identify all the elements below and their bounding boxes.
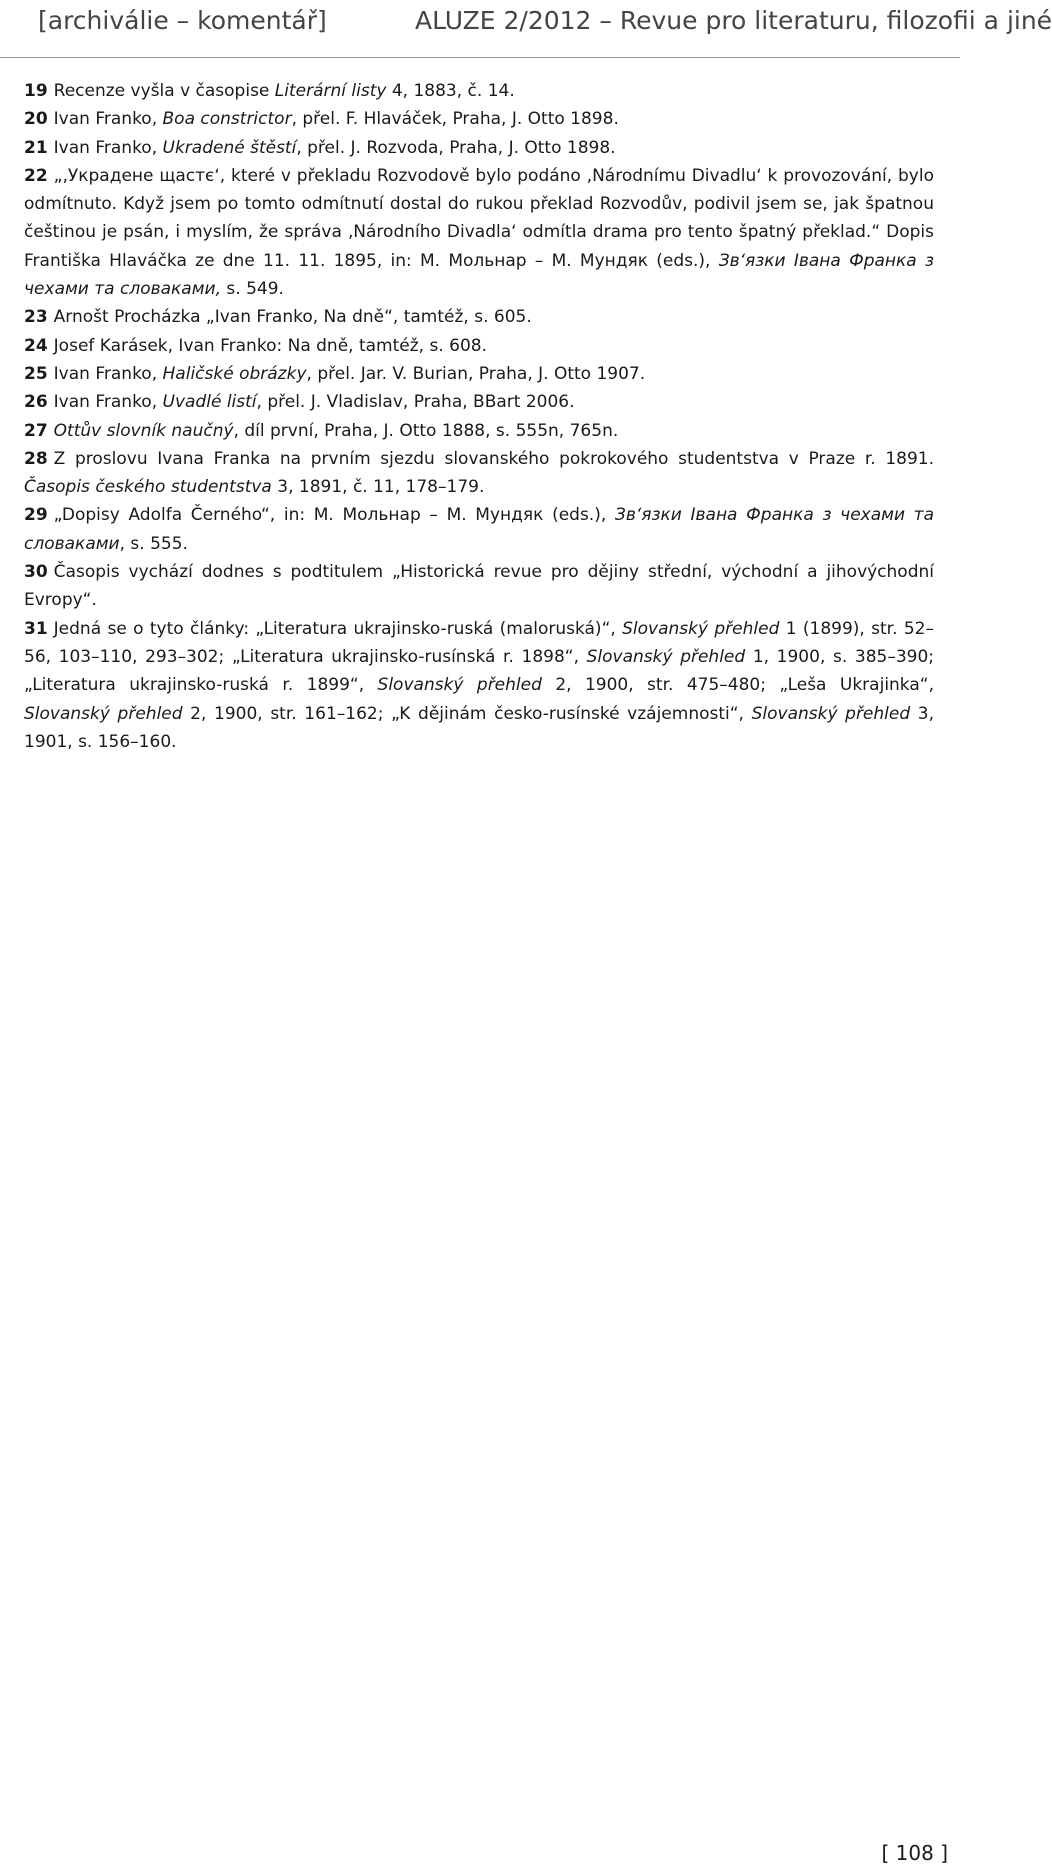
endnote-text: Ivan Franko,: [53, 392, 163, 413]
endnote-text: , přel. J. Rozvoda, Praha, J. Otto 1898.: [296, 137, 616, 158]
endnote: [24, 388, 934, 416]
endnote-number: 20: [24, 109, 48, 130]
endnote-italic-text: Slovanský přehled: [586, 646, 746, 667]
endnote-text: „Dopisy Adolfa Černého“, in: М. Мольнар – М. Мундяк (eds.),: [53, 505, 615, 526]
endnote-text: 1 (1899), str. 52–56, 103–110, 293–302; „Literatura ukrajinsko-rusínská r. 1898“,: [24, 618, 934, 667]
page-number: [ 108 ]: [881, 1841, 948, 1865]
header-section-label: [archiválie – komentář]: [38, 6, 327, 35]
endnote-italic-text: Зв‘язки Івана Франка з чехами та словаками: [24, 505, 934, 554]
endnote-number: 31: [24, 618, 48, 639]
endnote-number: 22: [24, 165, 48, 186]
endnote: [24, 332, 934, 360]
endnote-text: 4, 1883, č. 14.: [386, 81, 515, 101]
endnote-text: , díl první, Praha, J. Otto 1888, s. 555n, 765n.: [233, 420, 619, 441]
endnote-italic-text: Slovanský přehled: [751, 703, 911, 724]
endnote-text: , s. 555.: [119, 533, 188, 554]
endnote-italic-text: Slovanský přehled: [622, 618, 780, 639]
endnote-text: Z proslovu Ivana Franka na prvním sjezdu slovanského pokrokového studentstva v Praze r. 1891.: [53, 448, 934, 469]
endnote-italic-text: Literární listy: [274, 81, 387, 101]
endnote-number: 21: [24, 137, 48, 158]
endnote-italic-text: Ottův slovník naučný: [53, 420, 234, 441]
endnote-text: 2, 1900, str. 475–480; „Leša Ukrajinka“,: [541, 675, 934, 696]
endnote-text: Jedná se o tyto články: „Literatura ukrajinsko-ruská (maloruská)“,: [53, 618, 623, 639]
endnote: [24, 501, 934, 558]
endnote: [24, 77, 934, 105]
endnote-italic-text: Časopis českého studentstva: [24, 477, 272, 498]
endnote-number: 19: [24, 81, 48, 101]
endnote: [24, 134, 934, 162]
endnote-number: 23: [24, 307, 48, 328]
endnote-text: s. 549.: [221, 279, 284, 300]
endnote-text: 2, 1900, str. 161–162; „K dějinám česko-rusínské vzájemnosti“,: [182, 703, 752, 724]
endnote-italic-text: Зв‘язки Івана Франка з чехами та словаками,: [24, 250, 935, 300]
endnote-text: 3, 1891, č. 11, 178–179.: [271, 477, 485, 498]
endnote-number: 27: [24, 420, 48, 441]
endnotes-list: [24, 77, 934, 756]
endnote: [24, 558, 934, 615]
endnote-number: 25: [24, 363, 48, 384]
endnote-number: 30: [24, 562, 48, 583]
endnote-text: Recenze vyšla v časopise: [53, 81, 275, 101]
endnote: [24, 162, 934, 303]
endnote-text: , přel. F. Hlaváček, Praha, J. Otto 1898.: [291, 109, 619, 130]
endnote-text: Josef Karásek, Ivan Franko: Na dně, tamtéž, s. 608.: [53, 335, 487, 356]
endnote-number: 24: [24, 335, 48, 356]
endnote-text: Časopis vychází dodnes s podtitulem „Historická revue pro dějiny střední, východní a jihovýchodní Evropy“.: [24, 562, 934, 611]
endnote-text: 3, 1901, s. 156–160.: [24, 703, 934, 752]
endnote: [24, 360, 934, 388]
header-journal-title: ALUZE 2/2012 – Revue pro literaturu, filozofii a jiné: [415, 6, 1052, 35]
endnote-text: Arnošt Procházka „Ivan Franko, Na dně“, tamtéž, s. 605.: [53, 307, 532, 328]
endnote: [24, 445, 934, 502]
running-header: [0, 0, 1052, 58]
endnote-number: 26: [24, 392, 48, 413]
endnote: [24, 105, 934, 133]
endnote-text: Ivan Franko,: [53, 363, 163, 384]
endnote-italic-text: Boa constrictor: [162, 109, 292, 130]
endnote-number: 29: [24, 505, 48, 526]
endnote-italic-text: Slovanský přehled: [377, 675, 542, 696]
endnote: [24, 303, 934, 331]
endnote-text: Ivan Franko,: [53, 137, 163, 158]
endnote-text: 1, 1900, s. 385–390; „Literatura ukrajinsko-ruská r. 1899“,: [24, 646, 935, 696]
endnote-italic-text: Slovanský přehled: [24, 703, 183, 724]
endnote-italic-text: Uvadlé listí: [162, 392, 257, 413]
endnote-italic-text: Haličské obrázky: [162, 363, 307, 384]
endnote-text: , přel. Jar. V. Burian, Praha, J. Otto 1907.: [306, 363, 646, 384]
endnote-text: Ivan Franko,: [53, 109, 163, 130]
endnote-italic-text: Ukradené štěstí: [162, 137, 297, 158]
endnote-text: , přel. J. Vladislav, Praha, BBart 2006.: [256, 392, 575, 413]
endnote: [24, 417, 934, 445]
endnote-text: „‚Украдене щастє‘, které v překladu Rozvodově bylo podáno ‚Národnímu Divadlu‘ k provozování, bylo odmítnuto. Když jsem po tomto odmítnutí dostal do rukou překlad Rozvodův, podivil jsem se, jak špatnou češtinou je psán, i myslím, že správa ‚Národního Divadla‘ odmítla drama pro tento špatný překlad.“ Dopis Františka Hlaváčka ze dne 11. 11. 1895, in: М. Мольнар – М. Мундяк (eds.),: [24, 165, 934, 271]
endnote-number: 28: [24, 448, 48, 469]
endnote: [24, 615, 934, 756]
